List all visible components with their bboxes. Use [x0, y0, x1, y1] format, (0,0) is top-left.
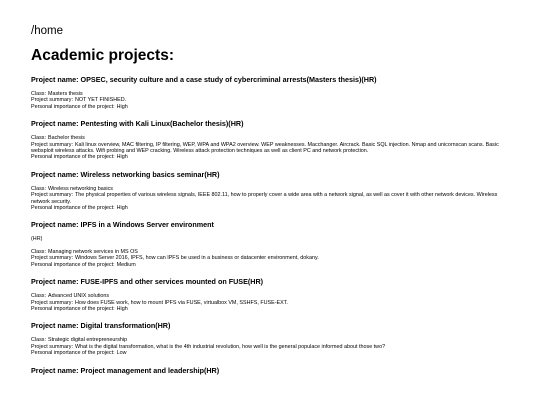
project-class-value: Strategic digital entrepreneurship [47, 337, 128, 344]
page-path: /home [31, 25, 63, 37]
project-summary-label: Project summary: [31, 141, 73, 148]
project-class-label: Class: [31, 248, 46, 255]
project-entry [31, 75, 509, 110]
project-summary [31, 192, 509, 205]
project-class-label: Class: [31, 293, 46, 300]
project-class-value: Bachelor thesis [47, 135, 85, 142]
page-title: Academic projects: [31, 47, 174, 64]
project-name-label: Project name: [31, 220, 79, 230]
project-summary-label: Project summary: [31, 299, 73, 306]
project-importance-label: Personal importance of the project: [31, 305, 115, 312]
project-summary-value: What is the digital transformation, what is the 4th industrial revolution, how well is the general populace informed about those two? [74, 343, 386, 350]
project-title [31, 366, 509, 375]
project-class-value: Masters thesis [47, 91, 83, 97]
project-entry [31, 321, 509, 356]
project-entry [31, 277, 509, 312]
project-class-value: Advanced UNIX solutions [47, 293, 110, 300]
project-entry [31, 170, 509, 212]
project-title [31, 170, 509, 179]
project-importance-label: Personal importance of the project: [31, 261, 115, 268]
project-importance-label: Personal importance of the project: [31, 205, 115, 212]
project-class-label: Class: [31, 135, 46, 142]
project-title [31, 321, 509, 330]
project-name-label: Project name: [31, 277, 79, 287]
project-name: Digital transformation(HR) [80, 321, 171, 331]
project-summary [31, 142, 509, 155]
project-importance-value: High [116, 205, 128, 212]
project-name-label: Project name: [31, 169, 79, 179]
project-summary-label: Project summary: [31, 97, 73, 104]
project-name: Wireless networking basics seminar(HR) [80, 169, 220, 179]
project-importance-value: High [116, 305, 128, 312]
project-title [31, 75, 509, 84]
project-summary-value: NOT YET FINISHED. [74, 97, 127, 104]
project-summary-value: Kali linux overview, MAC filtering, IP filtering, WEP, WPA and WPA2 overview. WEP weaknesses. Macchanger. Aircrack. Basic SQL injection. Nmap and unicornscan scans. Basic websploit wireless attacks. Wifi probing and WEP cracking. Wireless attack protection techniques as well as client PC and network protection. [31, 141, 499, 155]
project-importance [31, 306, 509, 312]
project-summary-value: How does FUSE work, how to mount IPFS via FUSE, virtualbox VM, SSHFS, FUSE-EXT. [74, 299, 288, 306]
project-summary-label: Project summary: [31, 192, 73, 199]
project-importance [31, 262, 509, 268]
project-importance [31, 205, 509, 211]
project-importance [31, 350, 509, 356]
project-importance-value: High [116, 154, 128, 161]
project-name: Pentesting with Kali Linux(Bachelor thesis)(HR) [80, 119, 244, 129]
project-class-value: Wireless networking basics [47, 185, 113, 192]
project-title [31, 220, 509, 229]
project-note: (HR) [31, 236, 43, 243]
project-importance-value: Low [116, 350, 127, 357]
project-name: FUSE-IPFS and other services mounted on FUSE(HR) [80, 277, 264, 287]
project-entry [31, 220, 509, 268]
project-summary-label: Project summary: [31, 255, 73, 262]
project-importance-value: High [116, 103, 128, 110]
project-name-label: Project name: [31, 119, 79, 129]
project-class-label: Class: [31, 91, 46, 97]
project-class-value: Managing network services in MS OS [47, 248, 138, 255]
project-importance-label: Personal importance of the project: [31, 103, 115, 110]
project-title [31, 277, 509, 286]
project-name-label: Project name: [31, 75, 79, 84]
project-importance [31, 154, 509, 160]
project-class-label: Class: [31, 185, 46, 192]
project-entry [31, 119, 509, 161]
project-name: Project management and leadership(HR) [80, 365, 220, 375]
project-importance [31, 104, 509, 110]
project-entry [31, 366, 509, 375]
project-list [31, 75, 509, 375]
project-importance-label: Personal importance of the project: [31, 154, 115, 161]
project-summary-value: Windows Server 2016, IPFS, how can IPFS be used in a business or datacenter environment, dokany. [74, 255, 319, 262]
project-name: IPFS in a Windows Server environment [80, 220, 214, 230]
project-summary-label: Project summary: [31, 343, 73, 350]
project-title [31, 119, 509, 128]
project-importance-value: Medium [116, 261, 136, 268]
project-name-label: Project name: [31, 321, 79, 331]
project-name: OPSEC, security culture and a case study of cybercriminal arrests(Masters thesis)(HR) [80, 75, 377, 84]
project-name-label: Project name: [31, 365, 79, 375]
project-summary-value: The physical properties of various wireless signals, IEEE 802.11, how to properly cover a wide area with a network signal, as well as cover it with other network devices. Wireless network security. [31, 192, 498, 205]
project-importance-label: Personal importance of the project: [31, 350, 115, 357]
project-class-label: Class: [31, 337, 46, 344]
